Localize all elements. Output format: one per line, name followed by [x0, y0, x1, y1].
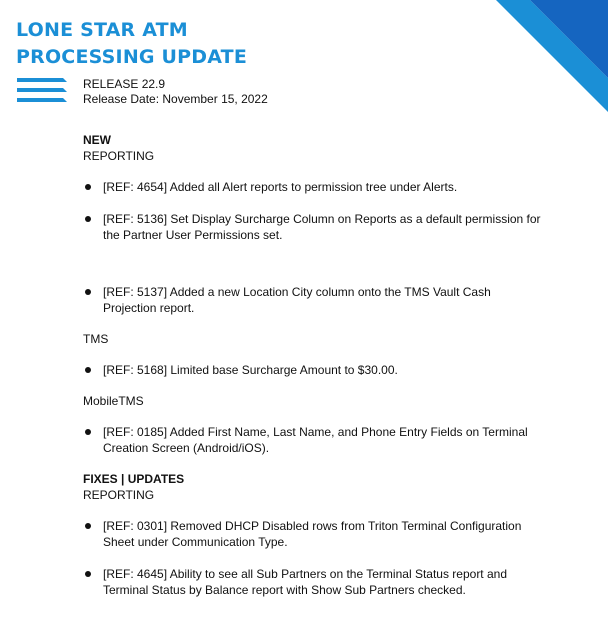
release-number: RELEASE 22.9	[83, 77, 166, 91]
bullet-icon	[85, 184, 91, 190]
title-line-2: PROCESSING UPDATE	[16, 46, 248, 68]
release-info	[83, 77, 268, 107]
stripes-logo-icon	[17, 78, 67, 102]
list-item: [REF: 5137] Added a new Location City column onto the TMS Vault Cash Projection report.	[83, 284, 543, 316]
bullet-icon	[85, 216, 91, 222]
document-title	[16, 17, 247, 71]
subsection-mobiletms: MobileTMS	[83, 394, 144, 408]
bullet-icon	[85, 289, 91, 295]
list-item: [REF: 0185] Added First Name, Last Name, and Phone Entry Fields on Terminal Creation Screen (Android/iOS).	[83, 424, 543, 456]
reporting-fixes-list	[83, 518, 543, 598]
corner-ribbon-graphic	[496, 0, 608, 112]
release-date: Release Date: November 15, 2022	[83, 92, 268, 106]
mobiletms-list	[83, 424, 543, 456]
reporting-new-list	[83, 179, 543, 316]
subsection-reporting-fixes: REPORTING	[83, 488, 155, 502]
bullet-icon	[85, 367, 91, 373]
section-heading-fixes: FIXES | UPDATES	[83, 472, 185, 486]
tms-list	[83, 362, 543, 378]
title-line-1: LONE STAR ATM	[16, 19, 188, 41]
list-item: [REF: 5168] Limited base Surcharge Amount to $30.00.	[83, 362, 543, 378]
bullet-icon	[85, 571, 91, 577]
list-item: [REF: 5136] Set Display Surcharge Column on Reports as a default permission for the Partner User Permissions set.	[83, 211, 543, 243]
subsection-reporting: REPORTING	[83, 149, 155, 163]
list-item: [REF: 0301] Removed DHCP Disabled rows from Triton Terminal Configuration Sheet under Communication Type.	[83, 518, 543, 550]
section-heading-new: NEW	[83, 133, 111, 147]
subsection-tms: TMS	[83, 332, 109, 346]
list-item: [REF: 4645] Ability to see all Sub Partners on the Terminal Status report and Terminal Status by Balance report with Show Sub Partners checked.	[83, 566, 543, 598]
bullet-icon	[85, 429, 91, 435]
list-item: [REF: 4654] Added all Alert reports to permission tree under Alerts.	[83, 179, 543, 195]
release-notes	[83, 132, 543, 598]
bullet-icon	[85, 523, 91, 529]
